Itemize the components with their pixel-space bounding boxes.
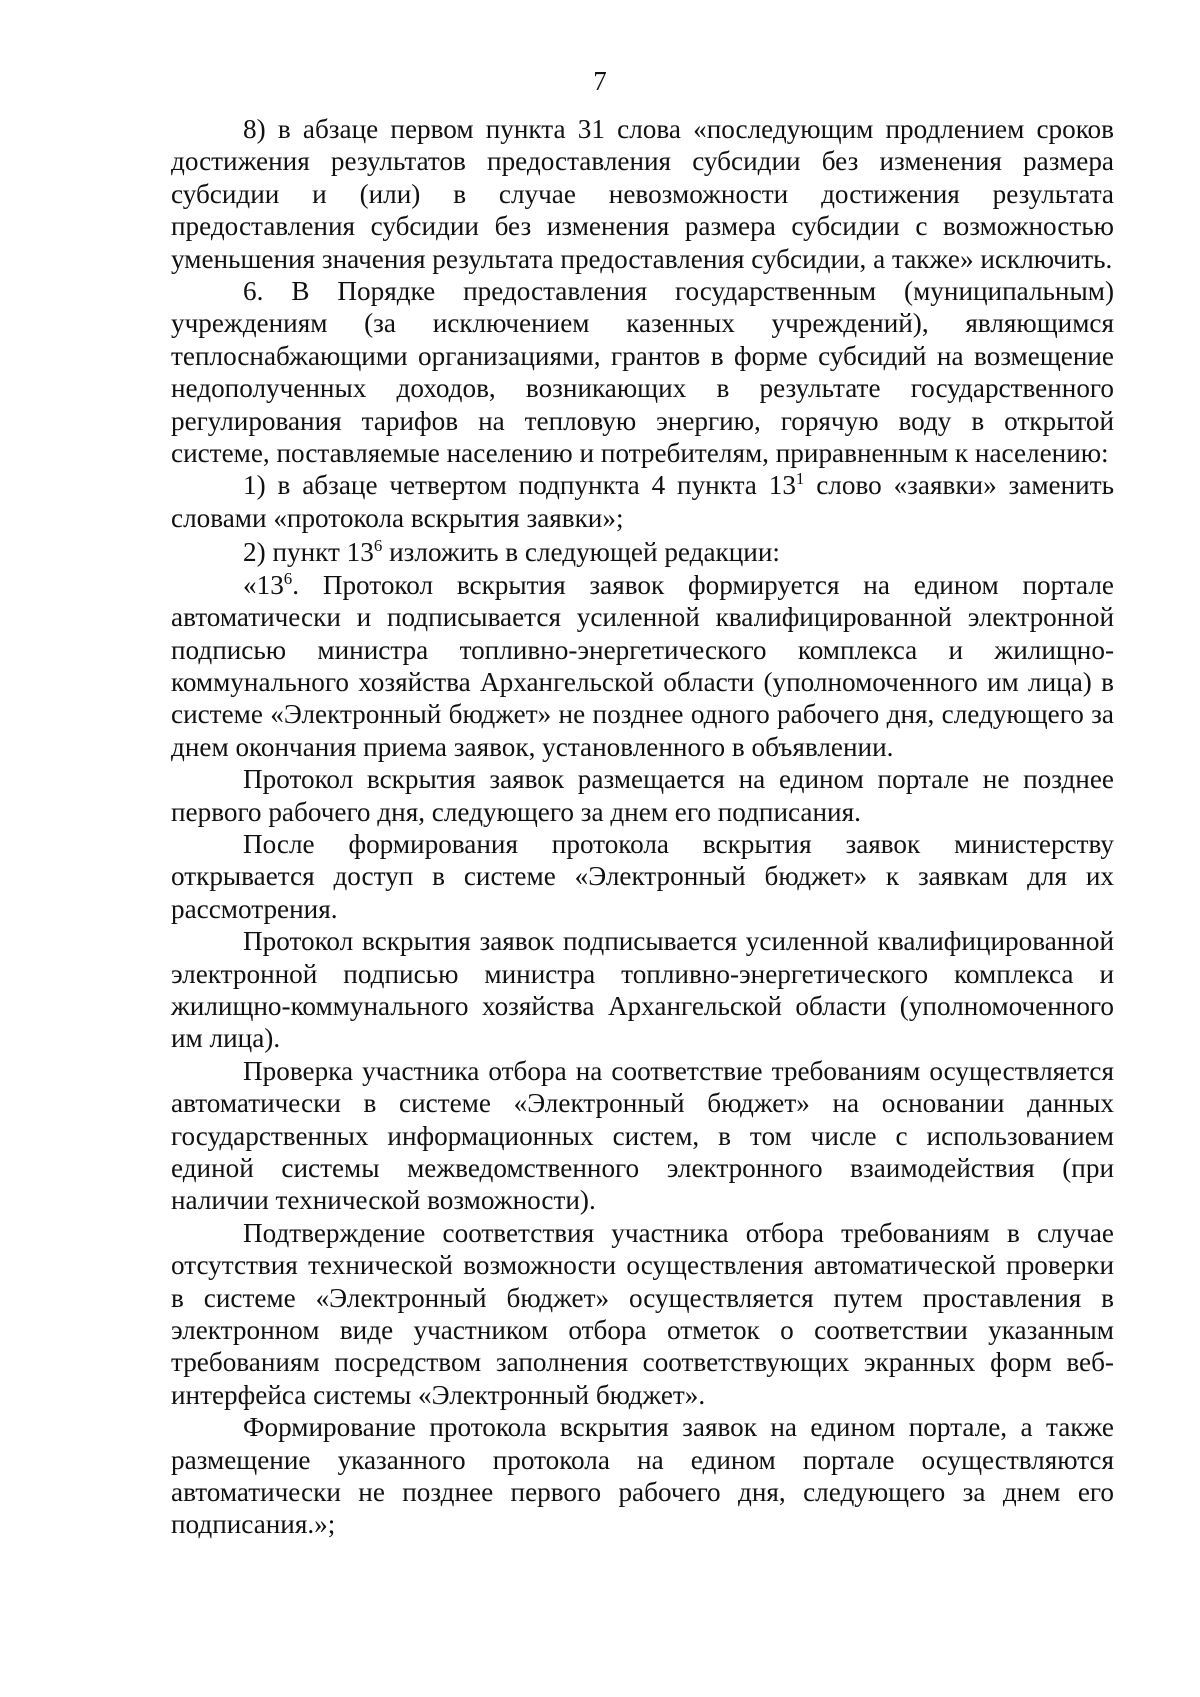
paragraph-subitem-1 bbox=[171, 469, 1114, 534]
superscript: 1 bbox=[795, 469, 805, 489]
page-number: 7 bbox=[593, 66, 607, 96]
paragraph-text: 1) в абзаце четвертом подпункта 4 пункта 13 bbox=[243, 470, 796, 501]
paragraph-section-6: 6. В Порядке предоставления государственным (муниципальным) учреждениям (за исключением казенных учреждений), являющимся теплоснабжающими организациями, грантов в форме субсидий на возмещение недополученных доходов, возникающих в результате государственного регулирования тарифов на тепловую энергию, горячую воду в открытой системе, поставляемые населению и потребителям, приравненным к населению: bbox=[171, 276, 1114, 469]
paragraph-subitem-2 bbox=[171, 536, 1114, 568]
document-body bbox=[171, 113, 1114, 1541]
paragraph-signing: Протокол вскрытия заявок подписывается усиленной квалифицированной электронной подписью министра топливно-энергетического комплекса и жилищно-коммунального хозяйства Архангельской области (уполномоченного им лица). bbox=[171, 926, 1114, 1054]
superscript: 6 bbox=[373, 536, 383, 556]
paragraph-verification: Проверка участника отбора на соответствие требованиям осуществляется автоматически в системе «Электронный бюджет» на основании данных государственных информационных систем, в том числе с использованием единой системы межведомственного электронного взаимодействия (при наличии технической возможности). bbox=[171, 1055, 1114, 1216]
paragraph-quoted-rule bbox=[171, 569, 1114, 763]
paragraph-text: «13 bbox=[243, 569, 284, 600]
paragraph-formation: Формирование протокола вскрытия заявок на едином портале, а также размещение указанного протокола на едином портале осуществляются автоматически не позднее первого рабочего дня, следующего за днем его подписания.»; bbox=[171, 1412, 1114, 1540]
paragraph-confirmation: Подтверждение соответствия участника отбора требованиям в случае отсутствия технической возможности осуществления автоматической проверки в системе «Электронный бюджет» осуществляется путем проставления в электронном виде участником отбора отметок о соответствии указанным требованиям посредством заполнения соответствующих экранных форм веб-интерфейса системы «Электронный бюджет». bbox=[171, 1217, 1114, 1410]
paragraph-item-8: 8) в абзаце первом пункта 31 слова «последующим продлением сроков достижения результатов предоставления субсидии без изменения размера субсидии и (или) в случае невозможности достижения результата предоставления субсидии без изменения размера субсидии с возможностью уменьшения значения результата предоставления субсидии, а также» исключить. bbox=[171, 114, 1114, 274]
paragraph-protocol-placement: Протокол вскрытия заявок размещается на едином портале не позднее первого рабочего дня, следующего за днем его подписания. bbox=[171, 764, 1114, 827]
paragraph-access: После формирования протокола вскрытия заявок министерству открывается доступ в системе «Электронный бюджет» к заявкам для их рассмотрения. bbox=[171, 828, 1114, 924]
paragraph-text: 2) пункт 13 bbox=[243, 537, 374, 568]
paragraph-text: изложить в следующей редакции: bbox=[382, 537, 780, 568]
superscript: 6 bbox=[283, 568, 293, 588]
paragraph-text: слово «заявки» заменить словами «протокола вскрытия заявки»; bbox=[171, 470, 1114, 533]
paragraph-text: . Протокол вскрытия заявок формируется на едином портале автоматически и подписывается усиленной квалифицированной электронной подписью министра топливно-энергетического комплекса и жилищно-коммунального хозяйства Архангельской области (уполномоченного им лица) в системе «Электронный бюджет» не позднее одного рабочего дня, следующего за днем окончания приема заявок, установленного в объявлении. bbox=[171, 569, 1114, 762]
